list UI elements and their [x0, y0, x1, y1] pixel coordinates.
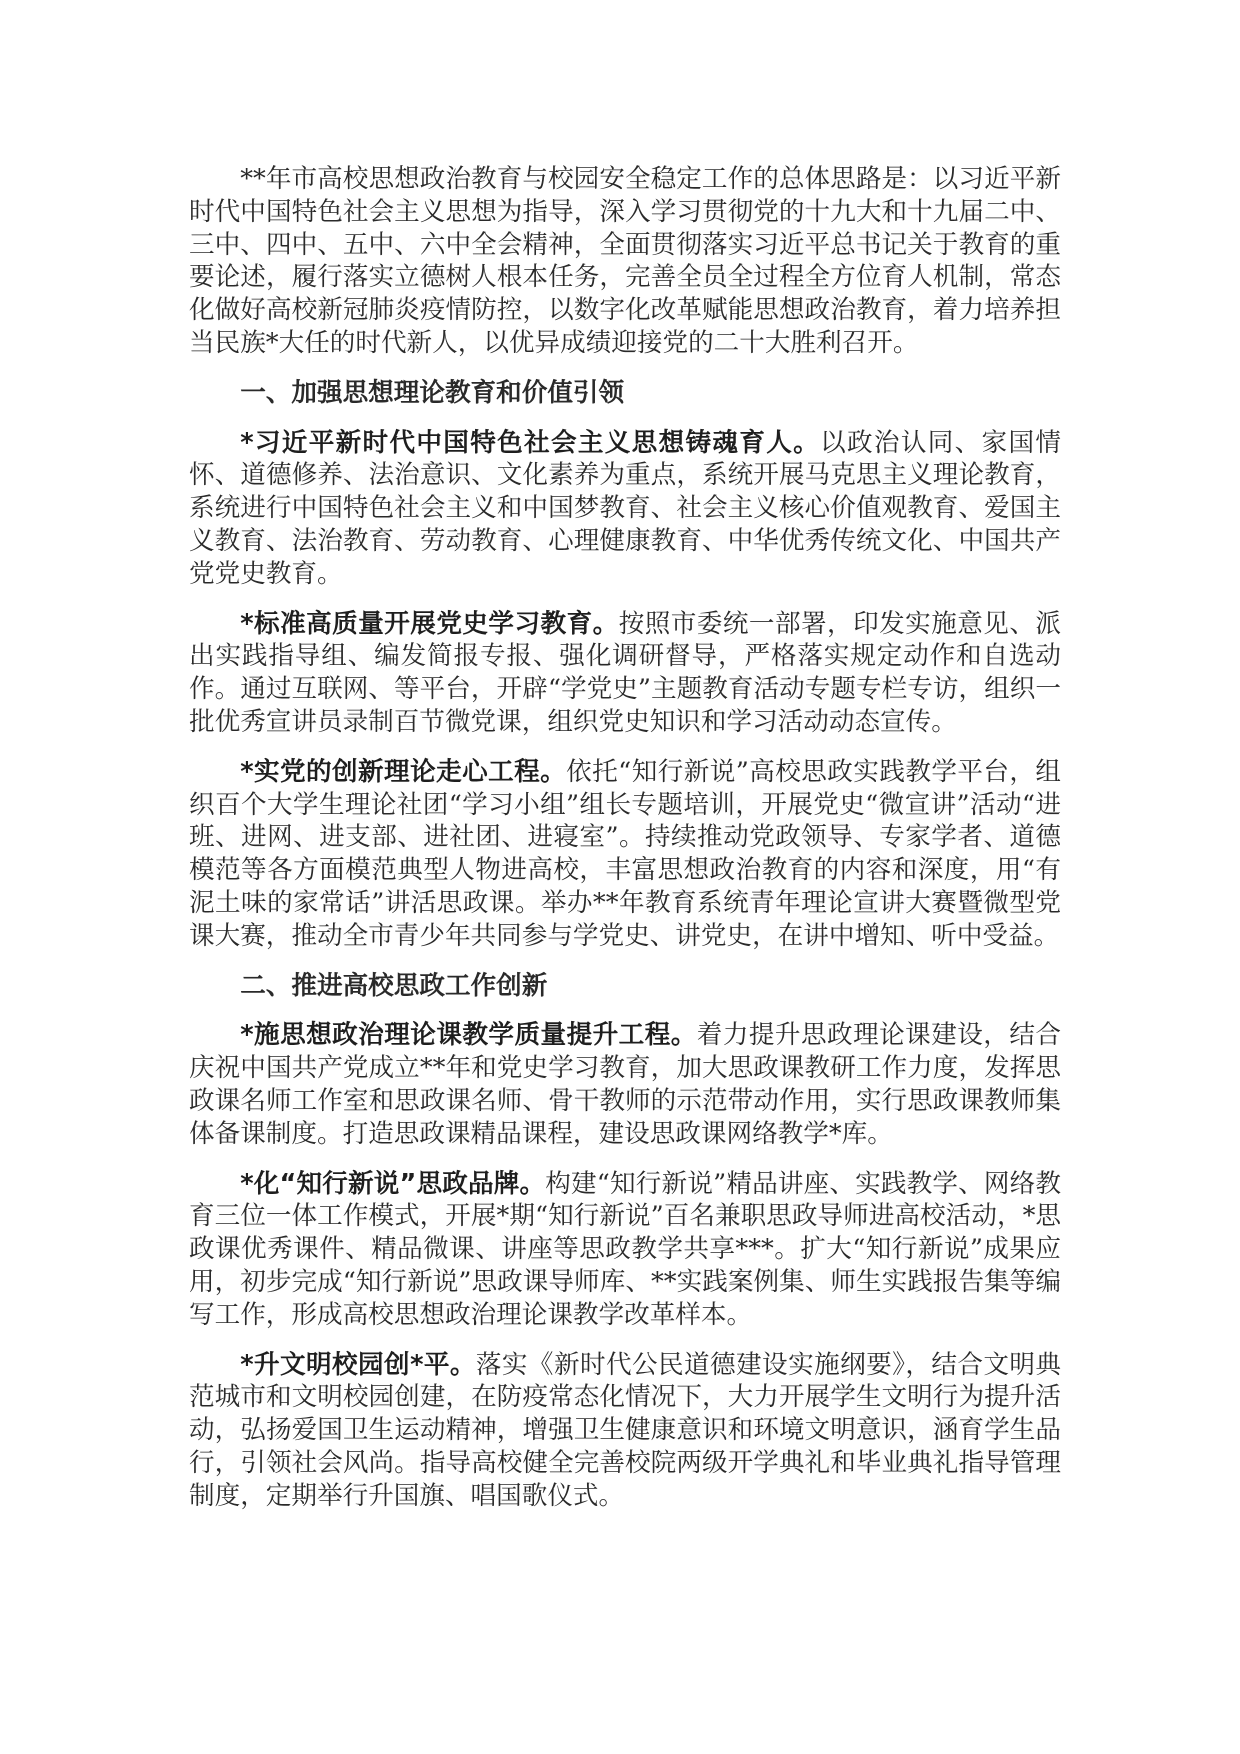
item-lead: *化“知行新说”思政品牌。: [240, 1168, 546, 1199]
item-body: 构建“知行新说”精品讲座、实践教学、网络教育三位一体工作模式，开展*期“知行新说”百名兼职思政导师进高校活动，*思政课优秀课件、精品微课、讲座等思政教学共享***。扩大“知行新说”成果应用，初步完成“知行新说”思政课导师库、**实践案例集、师生实践报告集等编写工作，形成高校思想政治理论课教学改革样本。: [189, 1168, 1061, 1330]
item-body: 着力提升思政理论课建设，结合庆祝中国共产党成立**年和党史学习教育，加大思政课教研工作力度，发挥思政课名师工作室和思政课名师、骨干教师的示范带动作用，实行思政课教师集体备课制度。打造思政课精品课程，建设思政课网络教学*库。: [189, 1020, 1061, 1149]
item-lead: *实党的创新理论走心工程。: [240, 756, 567, 787]
section-1-item-2: [189, 608, 1061, 739]
item-lead: *标准高质量开展党史学习教育。: [240, 608, 619, 639]
section-2-item-2: [189, 1168, 1061, 1332]
item-body: 落实《新时代公民道德建设实施纲要》，结合文明典范城市和文明校园创建，在防疫常态化情况下，大力开展学生文明行为提升活动，弘扬爱国卫生运动精神，增强卫生健康意识和环境文明意识，涵育学生品行，引领社会风尚。指导高校健全完善校院两级开学典礼和毕业典礼指导管理制度，定期举行升国旗、唱国歌仪式。: [189, 1349, 1061, 1511]
item-lead: *升文明校园创*平。: [240, 1349, 476, 1380]
section-heading-2: 二、推进高校思政工作创新: [240, 970, 548, 1001]
item-body: 依托“知行新说”高校思政实践教学平台，组织百个大学生理论社团“学习小组”组长专题培训，开展党史“微宣讲”活动“进班、进网、进支部、进社团、进寝室”。持续推动党政领导、专家学者、道德模范等各方面模范典型人物进高校，丰富思想政治教育的内容和深度，用“有泥土味的家常话”讲活思政课。举办**年教育系统青年理论宣讲大赛暨微型党课大赛，推动全市青少年共同参与学党史、讲党史，在讲中增知、听中受益。: [189, 756, 1061, 951]
section-1-item-3: [189, 756, 1061, 953]
section-1-item-1: [189, 427, 1061, 591]
section-2-item-3: [189, 1349, 1061, 1513]
section-2-item-1: [189, 1019, 1061, 1150]
item-body: 以政治认同、家国情怀、道德修养、法治意识、文化素养为重点，系统开展马克思主义理论教育，系统进行中国特色社会主义和中国梦教育、社会主义核心价值观教育、爱国主义教育、法治教育、劳动教育、心理健康教育、中华优秀传统文化、中国共产党党史教育。: [189, 427, 1061, 589]
item-body: 按照市委统一部署，印发实施意见、派出实践指导组、编发简报专报、强化调研督导，严格落实规定动作和自选动作。通过互联网、等平台，开辟“学党史”主题教育活动专题专栏专访，组织一批优秀宣讲员录制百节微党课，组织党史知识和学习活动动态宣传。: [189, 608, 1061, 737]
document-page: [189, 163, 1061, 1529]
intro-paragraph: **年市高校思想政治教育与校园安全稳定工作的总体思路是：以习近平新时代中国特色社会主义思想为指导，深入学习贯彻党的十九大和十九届二中、三中、四中、五中、六中全会精神，全面贯彻落实习近平总书记关于教育的重要论述，履行落实立德树人根本任务，完善全员全过程全方位育人机制，常态化做好高校新冠肺炎疫情防控，以数字化改革赋能思想政治教育，着力培养担当民族*大任的时代新人，以优异成绩迎接党的二十大胜利召开。: [189, 164, 1061, 358]
item-lead: *习近平新时代中国特色社会主义思想铸魂育人。: [240, 427, 821, 458]
item-lead: *施思想政治理论课教学质量提升工程。: [240, 1020, 697, 1051]
section-heading-1: 一、加强思想理论教育和价值引领: [240, 377, 625, 408]
